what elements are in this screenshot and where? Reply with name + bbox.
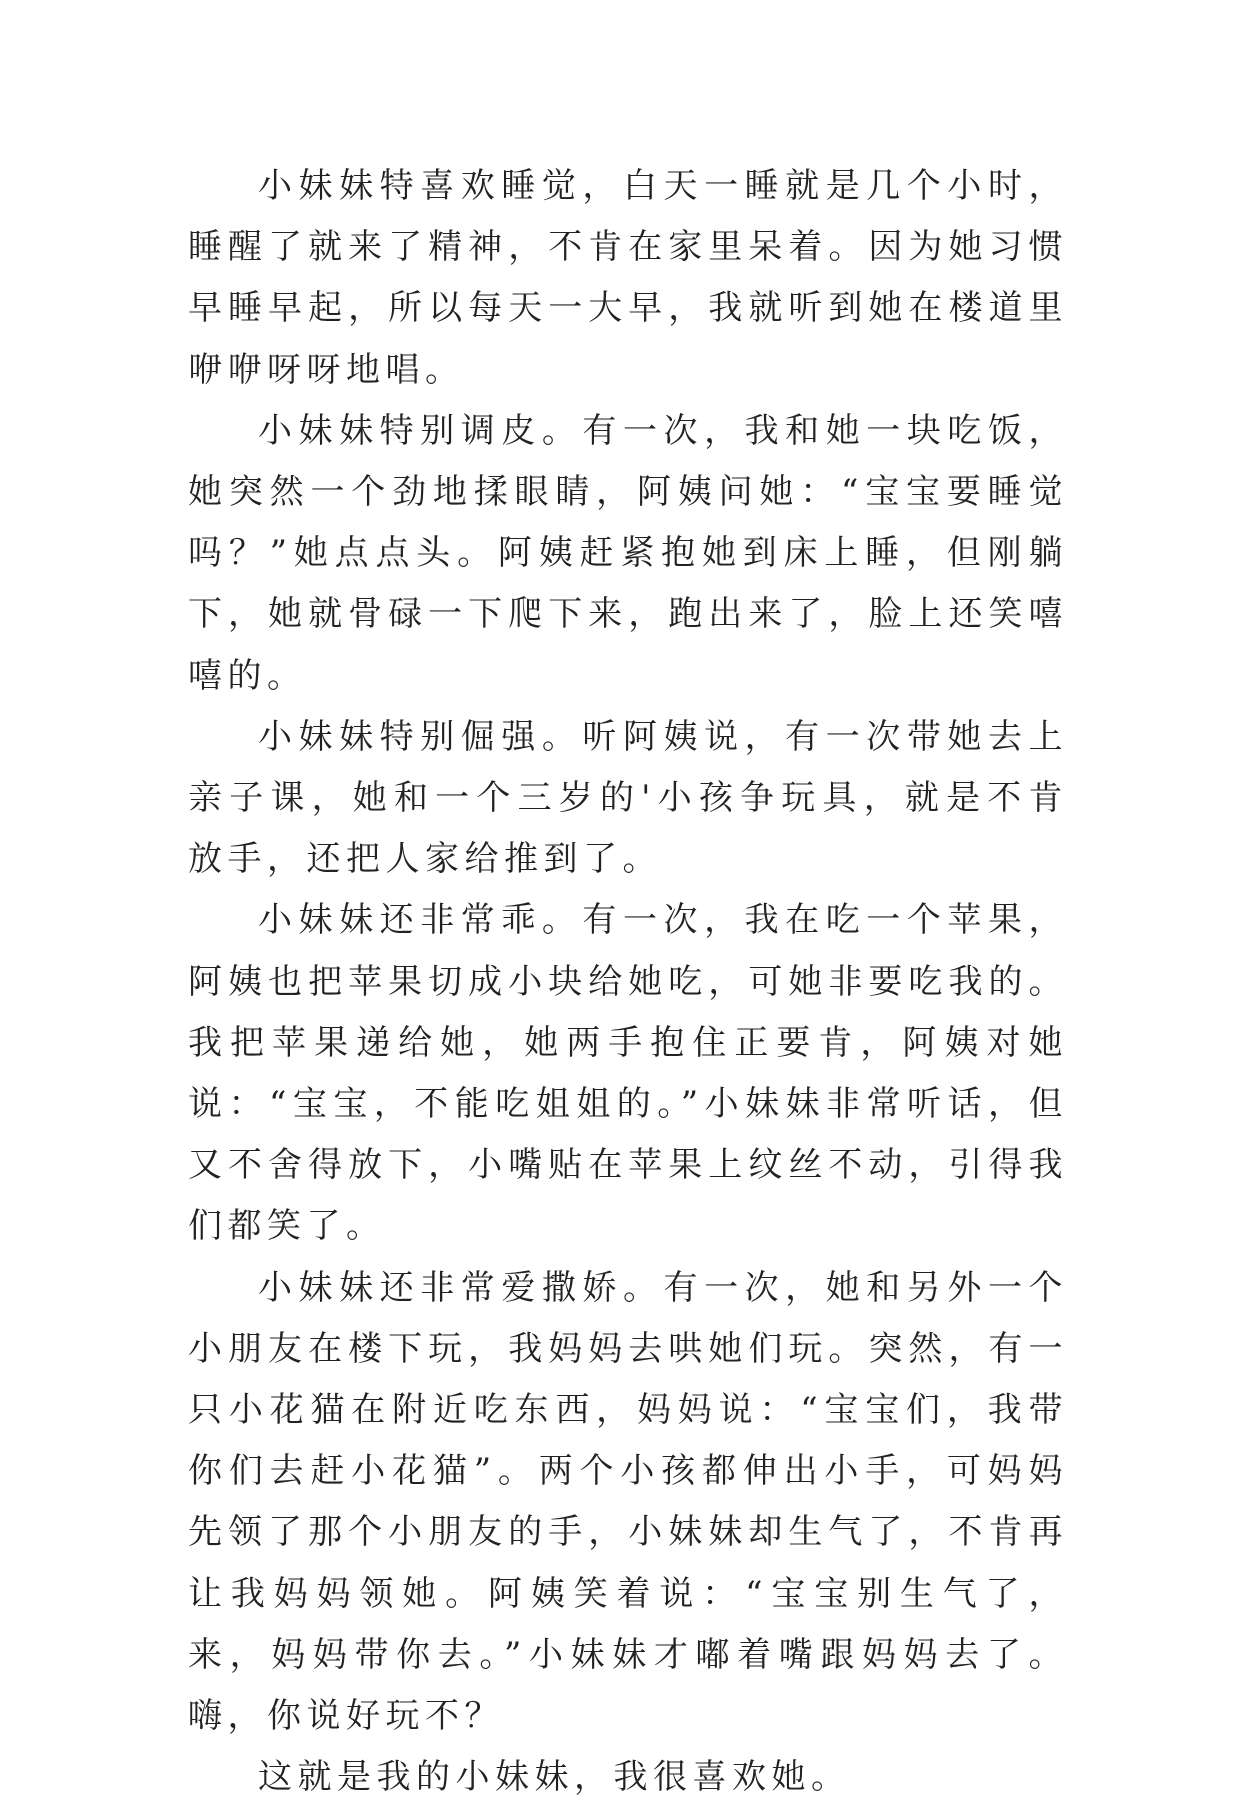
paragraph-2: 小妹妹特别调皮。有一次，我和她一块吃饭，她突然一个劲地揉眼睛，阿姨问她：“宝宝要睡觉吗？”她点点头。阿姨赶紧抱她到床上睡，但刚躺下，她就骨碌一下爬下来，跑出来了，脸上还笑嘻嘻的。 [188, 410, 1068, 696]
document-body [188, 156, 1068, 1808]
paragraph-1: 小妹妹特喜欢睡觉，白天一睡就是几个小时，睡醒了就来了精神，不肯在家里呆着。因为她习惯早睡早起，所以每天一大早，我就听到她在楼道里咿咿呀呀地唱。 [188, 166, 1068, 390]
paragraph-3: 小妹妹特别倔强。听阿姨说，有一次带她去上亲子课，她和一个三岁的'小孩争玩具，就是不肯放手，还把人家给推到了。 [188, 716, 1068, 880]
paragraph-4: 小妹妹还非常乖。有一次，我在吃一个苹果，阿姨也把苹果切成小块给她吃，可她非要吃我的。我把苹果递给她，她两手抱住正要肯，阿姨对她说：“宝宝，不能吃姐姐的。”小妹妹非常听话，但又不舍得放下，小嘴贴在苹果上纹丝不动，引得我们都笑了。 [188, 900, 1068, 1247]
paragraph-6: 这就是我的小妹妹，我很喜欢她。 [258, 1757, 851, 1798]
paragraph-5: 小妹妹还非常爱撒娇。有一次，她和另外一个小朋友在楼下玩，我妈妈去哄她们玩。突然，有一只小花猫在附近吃东西，妈妈说：“宝宝们，我带你们去赶小花猫”。两个小孩都伸出小手，可妈妈先领了那个小朋友的手，小妹妹却生气了，不肯再让我妈妈领她。阿姨笑着说：“宝宝别生气了，来，妈妈带你去。”小妹妹才嘟着嘴跟妈妈去了。嗨，你说好玩不？ [188, 1267, 1068, 1737]
